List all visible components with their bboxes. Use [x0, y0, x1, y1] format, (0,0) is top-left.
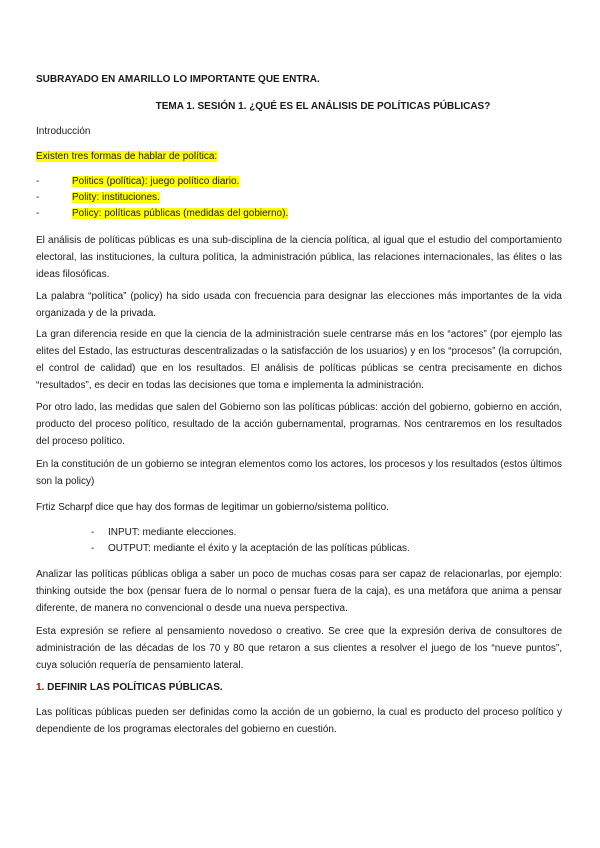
- section-heading: [36, 682, 223, 694]
- highlight-lead: Existen tres formas de hablar de política:: [36, 151, 218, 162]
- section-title: DEFINIR LAS POLÍTICAS PÚBLICAS.: [47, 682, 223, 693]
- list-item-output: OUTPUT: mediante el éxito y la aceptación de las políticas públicas.: [108, 543, 410, 554]
- list-item-politics: Politics (política): juego político diario.: [72, 176, 240, 187]
- paragraph: La gran diferencia reside en que la ciencia de la administración suele centrarse más en los “actores” (por ejemplo las elites del Estado, las estructuras descentralizadas o la satisfacción de los usuarios) y en los “procesos” (la corrupción, el control de calidad) que en los resultados. El análisis de políticas públicas se centra precisamente en dichos “resultados”, es decir en todas las decisiones que toma e implementa la administración.: [36, 329, 562, 391]
- paragraph: Esta expresión se refiere al pensamiento novedoso o creativo. Se cree que la expresión deriva de consultores de administración de las décadas de los 70 y 80 que retaron a sus clientes a resolver el juego de los “nueve puntos”, cuya solución requería de pensamiento lateral.: [36, 626, 562, 671]
- paragraph: El análisis de políticas públicas es una sub-disciplina de la ciencia política, al igual que el estudio del comportamiento electoral, las instituciones, la cultura política, la administración pública, las relaciones internacionales, las élites o las ideas filosóficas.: [36, 235, 562, 280]
- list-item-input: INPUT: mediante elecciones.: [108, 527, 237, 538]
- list-dash: -: [36, 208, 40, 219]
- list-item-polity: Polity: instituciones.: [72, 192, 160, 203]
- list-dash: -: [36, 176, 40, 187]
- list-dash: -: [36, 192, 40, 203]
- header-note: SUBRAYADO EN AMARILLO LO IMPORTANTE QUE ENTRA.: [36, 74, 320, 85]
- section-number: 1.: [36, 682, 45, 693]
- list-item-policy: Policy: políticas públicas (medidas del gobierno).: [72, 208, 289, 219]
- paragraph: Analizar las políticas públicas obliga a saber un poco de muchas cosas para ser capaz de relacionarlas, por ejemplo: thinking outside the box (pensar fuera de lo normal o pensar fuera de la caja), es una metáfora que anima a pensar diferente, de manera no convencional o desde una nueva perspectiva.: [36, 569, 562, 614]
- paragraph: Por otro lado, las medidas que salen del Gobierno son las políticas públicas: acción del gobierno, gobierno en acción, producto del proceso político, resultado de la acción gubernamental, programas. Nos centraremos en los resultados del proceso político.: [36, 402, 562, 447]
- paragraph: En la constitución de un gobierno se integran elementos como los actores, los procesos y los resultados (estos últimos son la policy): [36, 459, 562, 487]
- paragraph: Las políticas públicas pueden ser definidas como la acción de un gobierno, la cual es producto del proceso político y dependiente de los programas electorales del gobierno en cuestión.: [36, 707, 562, 735]
- list-dash: -: [91, 527, 95, 538]
- paragraph: La palabra “política” (policy) ha sido usada con frecuencia para designar las elecciones más importantes de la vida organizada y de la privada.: [36, 291, 562, 319]
- document-title: TEMA 1. SESIÓN 1. ¿QUÉ ES EL ANÁLISIS DE POLÍTICAS PÚBLICAS?: [155, 101, 491, 112]
- paragraph: Frtiz Scharpf dice que hay dos formas de legitimar un gobierno/sistema político.: [36, 502, 389, 513]
- intro-heading: Introducción: [36, 126, 91, 137]
- list-dash: -: [91, 543, 95, 554]
